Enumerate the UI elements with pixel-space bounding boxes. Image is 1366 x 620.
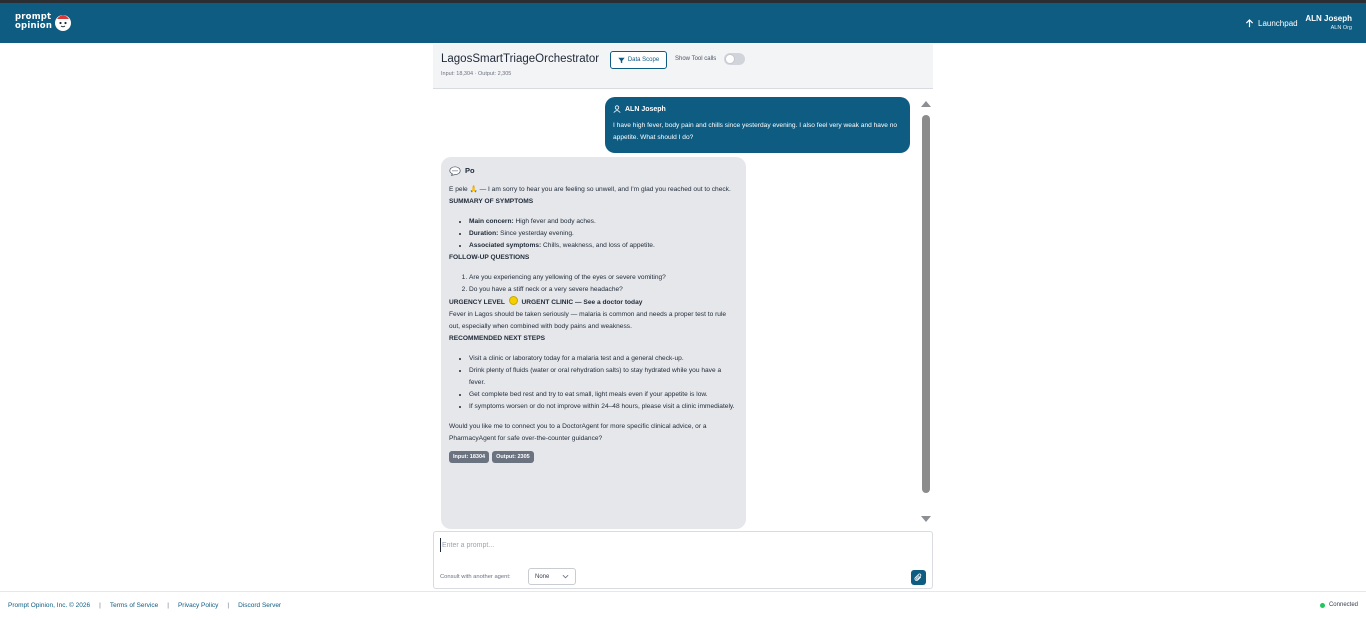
terms-link[interactable]: Terms of Service	[109, 602, 159, 609]
output-token-badge: Output: 2305	[492, 451, 534, 463]
scrollbar-thumb[interactable]	[922, 115, 930, 493]
prompt-input[interactable]	[440, 538, 920, 552]
consult-label: Consult with another agent:	[440, 574, 511, 580]
steps-heading: RECOMMENDED NEXT STEPS	[449, 335, 545, 342]
discord-link[interactable]: Discord Server	[238, 602, 282, 609]
footer-separator: |	[167, 602, 169, 609]
list-item: • Visit a clinic or laboratory today for a malaria test and a general check-up.	[469, 353, 738, 365]
connection-status-text: Connected	[1328, 602, 1358, 608]
agent-title: LagosSmartTriageOrchestrator	[441, 53, 600, 65]
connection-status	[1320, 602, 1358, 608]
user-message-bubble	[605, 97, 910, 153]
footer-separator: |	[99, 602, 101, 609]
agent-message-bubble	[441, 157, 746, 529]
urgency-value: URGENT CLINIC — See a doctor today	[521, 299, 643, 306]
data-scope-label: Data Scope	[627, 57, 660, 63]
agent-message-body	[449, 184, 738, 463]
steps-list	[469, 353, 738, 413]
status-dot-icon	[1320, 603, 1325, 608]
closing-text: Would you like me to connect you to a DoctorAgent for more specific clinical advice, or a PharmacyAgent for safe over-the-counter guidance?	[449, 423, 707, 442]
consult-agent-select[interactable]	[528, 568, 576, 585]
agent-message-author: Po	[465, 166, 475, 175]
scroll-up-arrow[interactable]	[921, 101, 931, 107]
chat-transcript[interactable]	[433, 89, 933, 527]
paperclip-icon	[914, 573, 923, 582]
copyright-text: Prompt Opinion, Inc. © 2026	[8, 602, 91, 609]
app-header	[0, 3, 1366, 43]
data-scope-button[interactable]	[610, 51, 667, 69]
filter-icon	[618, 57, 625, 64]
footer-links	[8, 602, 281, 609]
show-tool-calls-toggle[interactable]	[724, 53, 745, 65]
user-message-header	[613, 105, 902, 113]
toggle-knob	[725, 54, 735, 64]
user-org: ALN Org	[1330, 25, 1352, 31]
yellow-circle-icon	[509, 296, 518, 305]
list-item	[469, 228, 738, 240]
launchpad-label: Launchpad	[1258, 18, 1298, 28]
footer-separator: |	[227, 602, 230, 609]
token-summary: Input: 18,304 · Output: 2,305	[441, 71, 512, 77]
list-item-text: Chills, weakness, and loss of appetite.	[541, 242, 655, 249]
user-message-text: I have high fever, body pain and chills since yesterday evening. I also feel very weak and have no appetite. What should I do?	[613, 122, 898, 141]
user-message-author: ALN Joseph	[625, 105, 666, 113]
consult-select-value: None	[535, 573, 550, 580]
app-footer	[0, 591, 1366, 620]
list-item: • Get complete bed rest and try to eat small, light meals even if your appetite is low.	[469, 389, 738, 401]
prompt-composer	[433, 531, 933, 589]
launchpad-link[interactable]	[1245, 15, 1298, 31]
summary-list	[469, 216, 738, 252]
scroll-down-arrow[interactable]	[921, 516, 931, 522]
privacy-link[interactable]: Privacy Policy	[177, 602, 219, 609]
chat-bubble-icon	[449, 166, 461, 176]
list-item-label: Associated symptoms:	[469, 242, 542, 249]
show-tool-calls-label: Show Tool calls	[675, 56, 717, 62]
user-menu[interactable]	[1305, 14, 1352, 31]
chevron-down-icon	[562, 574, 569, 579]
attach-button[interactable]	[911, 570, 926, 585]
list-item-text: Since yesterday evening.	[498, 230, 574, 237]
summary-heading: SUMMARY OF SYMPTOMS	[449, 198, 534, 205]
list-item: 1. Are you experiencing any yellowing of the eyes or severe vomiting?	[469, 272, 738, 284]
list-item: 2. Do you have a stiff neck or a very severe headache?	[469, 284, 738, 296]
logo-mascot-icon	[53, 12, 73, 32]
urgency-line	[449, 296, 738, 309]
followup-list	[469, 272, 738, 296]
list-item-text: High fever and body aches.	[513, 218, 596, 225]
user-name: ALN Joseph	[1305, 14, 1352, 23]
greeting-text: E pele 🙏 — I am sorry to hear you are feeling so unwell, and I'm glad you reached out to check.	[449, 186, 731, 193]
list-item-label: Main concern:	[469, 218, 514, 225]
scrollbar-track[interactable]	[920, 111, 932, 515]
agent-message-header	[449, 165, 738, 177]
followup-heading: FOLLOW-UP QUESTIONS	[449, 254, 530, 261]
logo-line-2: opinion	[15, 21, 53, 31]
arrow-up-icon	[1245, 19, 1254, 28]
token-badges	[449, 451, 738, 463]
list-item	[469, 240, 738, 252]
list-item-label: Duration:	[469, 230, 499, 237]
logo-line-1: prompt	[15, 12, 52, 22]
input-token-badge: Input: 18304	[449, 451, 489, 463]
urgency-text: Fever in Lagos should be taken seriously — malaria is common and needs a proper test to rule out, especially when combined with body pains and weakness.	[449, 311, 727, 330]
urgency-label: URGENCY LEVEL	[449, 299, 505, 306]
app-logo[interactable]	[15, 13, 95, 37]
list-item: • If symptoms worsen or do not improve within 24–48 hours, please visit a clinic immediately.	[469, 401, 738, 413]
user-icon	[613, 105, 621, 113]
list-item: • Drink plenty of fluids (water or oral rehydration salts) to stay hydrated while you have a fever.	[469, 365, 738, 389]
agent-toolbar	[433, 44, 933, 89]
list-item	[469, 216, 738, 228]
